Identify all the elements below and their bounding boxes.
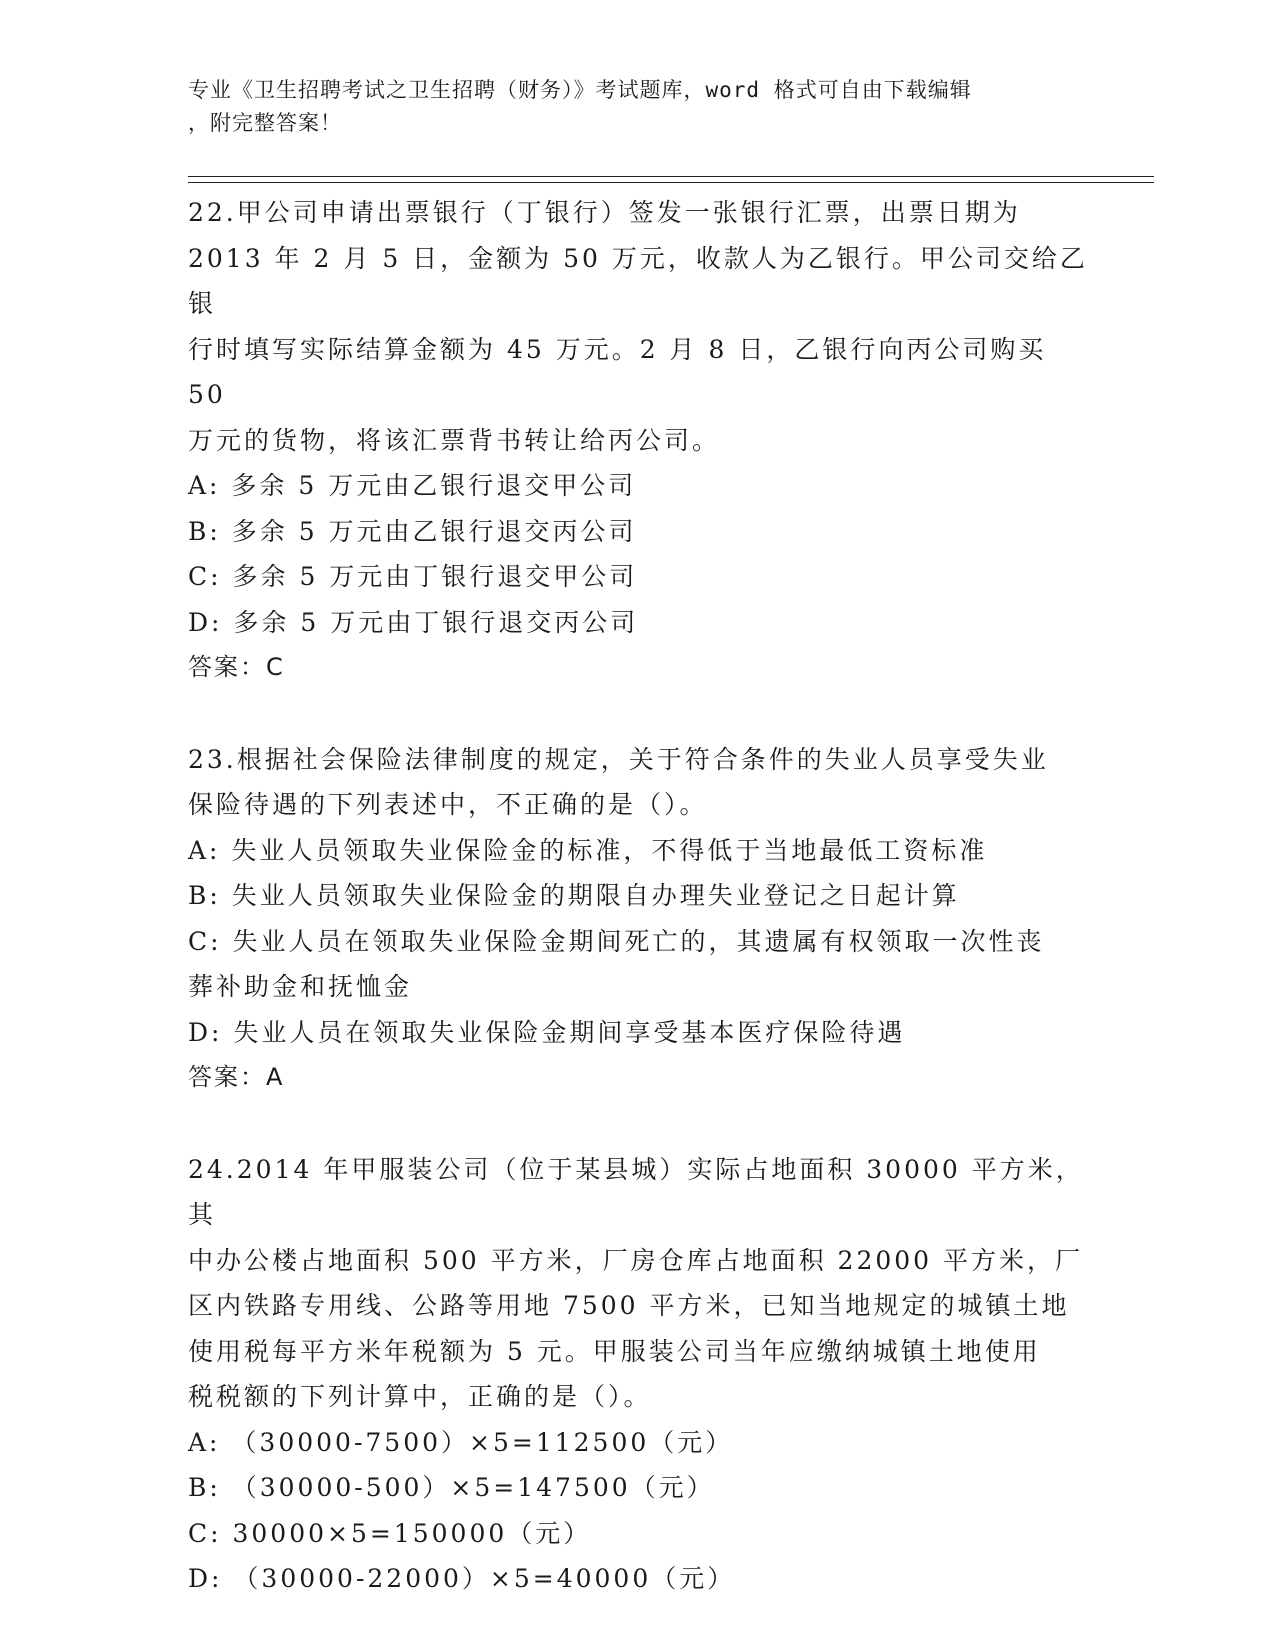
option-b: B: 多余 5 万元由乙银行退交丙公司 (188, 516, 637, 546)
option-c-continued: 葬补助金和抚恤金 (188, 972, 413, 1001)
question-list (188, 190, 1088, 1602)
option-a: A: 多余 5 万元由乙银行退交甲公司 (188, 471, 637, 500)
header-title-line-2: ，附完整答案！ (188, 111, 342, 135)
question-stem (188, 190, 1088, 463)
header-title-line-1: 专业《卫生招聘考试之卫生招聘（财务）》考试题库，word 格式可自由下载编辑 (188, 78, 972, 102)
option-d: D: 多余 5 万元由丁银行退交丙公司 (188, 607, 639, 637)
header-divider-top (188, 176, 1154, 177)
question-stem (188, 737, 1088, 828)
option-d: D: 失业人员在领取失业保险金期间享受基本医疗保险待遇 (188, 1017, 906, 1047)
option-d: D: （30000-22000）×5=40000（元） (188, 1564, 736, 1593)
option-c: C: 30000×5=150000（元） (188, 1518, 592, 1548)
option-c: C: 多余 5 万元由丁银行退交甲公司 (188, 562, 638, 591)
stem-line: 24.2014 年甲服装公司（位于某县城）实际占地面积 30000 平方米，其 (188, 1154, 1084, 1229)
question-24 (188, 1147, 1088, 1602)
question-22 (188, 190, 1088, 691)
option-a: A: （30000-7500）×5=112500（元） (188, 1427, 734, 1457)
stem-line: 区内铁路专用线、公路等用地 7500 平方米，已知当地规定的城镇土地 (188, 1291, 1070, 1320)
question-spacer (188, 691, 1088, 737)
option-b: B: 失业人员领取失业保险金的期限自办理失业登记之日起计算 (188, 881, 960, 910)
question-23 (188, 737, 1088, 1101)
question-spacer (188, 1101, 1088, 1147)
stem-line: 税税额的下列计算中，正确的是（）。 (188, 1382, 652, 1411)
option-a: A: 失业人员领取失业保险金的标准，不得低于当地最低工资标准 (188, 835, 988, 865)
stem-line: 中办公楼占地面积 500 平方米，厂房仓库占地面积 22000 平方米，厂 (188, 1245, 1084, 1275)
stem-line: 22.甲公司申请出票银行（丁银行）签发一张银行汇票，出票日期为 (188, 198, 1021, 227)
stem-line: 万元的货物，将该汇票背书转让给丙公司。 (188, 425, 721, 455)
question-stem (188, 1147, 1088, 1420)
option-c: C: 失业人员在领取失业保险金期间死亡的，其遗属有权领取一次性丧 (188, 926, 1045, 956)
option-b: B: （30000-500）×5=147500（元） (188, 1473, 715, 1502)
answer-line: 答案：C (188, 653, 285, 681)
document-header (188, 74, 1088, 140)
stem-line: 使用税每平方米年税额为 5 元。甲服装公司当年应缴纳城镇土地使用 (188, 1336, 1041, 1366)
stem-line: 2013 年 2 月 5 日，金额为 50 万元，收款人为乙银行。甲公司交给乙银 (188, 243, 1088, 318)
stem-line: 23.根据社会保险法律制度的规定，关于符合条件的失业人员享受失业 (188, 744, 1049, 774)
stem-line: 保险待遇的下列表述中，不正确的是（）。 (188, 790, 708, 819)
answer-line: 答案：A (188, 1063, 285, 1091)
header-divider-bottom (188, 182, 1154, 183)
stem-line: 行时填写实际结算金额为 45 万元。2 月 8 日，乙银行向丙公司购买 50 (188, 334, 1047, 409)
